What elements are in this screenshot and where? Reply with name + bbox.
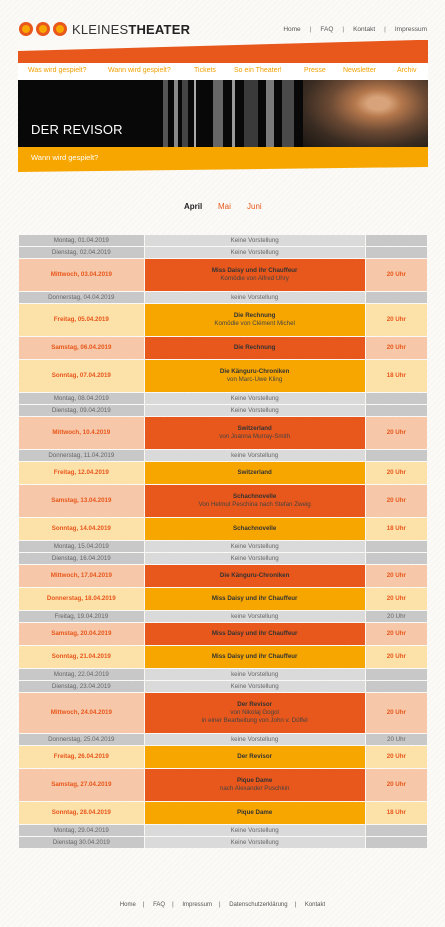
footer-impressum[interactable]: Impressum bbox=[182, 902, 212, 908]
event-subtitle: von Joanna Murray-Smith bbox=[219, 433, 291, 440]
schedule-row bbox=[19, 259, 427, 291]
event-title: keine Vorstellung bbox=[231, 451, 279, 459]
top-nav-faq[interactable]: FAQ bbox=[320, 26, 334, 33]
schedule-event bbox=[145, 734, 365, 745]
schedule-time bbox=[366, 235, 427, 246]
schedule-event bbox=[145, 553, 365, 564]
schedule-date: Mittwoch, 17.04.2019 bbox=[19, 565, 144, 587]
schedule-time bbox=[366, 669, 427, 680]
main-nav-tickets[interactable]: Tickets bbox=[194, 67, 216, 74]
schedule-event bbox=[145, 825, 365, 836]
schedule-event[interactable] bbox=[145, 769, 365, 801]
schedule-date: Samstag, 06.04.2019 bbox=[19, 337, 144, 359]
tab-juni[interactable]: Juni bbox=[247, 202, 262, 211]
schedule-event[interactable] bbox=[145, 462, 365, 484]
site-header bbox=[0, 0, 445, 40]
schedule-time: 18 Uhr bbox=[366, 360, 427, 392]
schedule-row bbox=[19, 681, 427, 692]
schedule-date: Montag, 29.04.2019 bbox=[19, 825, 144, 836]
schedule-event[interactable] bbox=[145, 360, 365, 392]
event-title: Keine Vorstellung bbox=[230, 682, 279, 690]
schedule-row bbox=[19, 462, 427, 484]
main-nav-presse[interactable]: Presse bbox=[304, 67, 326, 74]
event-subtitle: von Nikolaj Gogol bbox=[230, 709, 279, 716]
event-subtitle: Komödie von Alfred Uhry bbox=[220, 275, 289, 282]
schedule-row bbox=[19, 693, 427, 733]
event-title: Keine Vorstellung bbox=[230, 406, 279, 414]
schedule-event bbox=[145, 247, 365, 258]
event-title: Die Rechnung bbox=[233, 312, 276, 319]
schedule-time: 20 Uhr bbox=[366, 485, 427, 517]
site-logo[interactable] bbox=[19, 20, 190, 38]
schedule-row bbox=[19, 565, 427, 587]
schedule-event bbox=[145, 669, 365, 680]
event-title: Miss Daisy und ihr Chauffeur bbox=[211, 630, 298, 637]
schedule-row bbox=[19, 360, 427, 392]
schedule-date: Mittwoch, 24.04.2019 bbox=[19, 693, 144, 733]
schedule-date: Sonntag, 07.04.2019 bbox=[19, 360, 144, 392]
schedule-date: Dienstag, 23.04.2019 bbox=[19, 681, 144, 692]
schedule-row bbox=[19, 393, 427, 404]
event-title: Keine Vorstellung bbox=[230, 838, 279, 846]
month-tabs bbox=[0, 202, 445, 214]
schedule-time: 20 Uhr bbox=[366, 693, 427, 733]
schedule-date: Samstag, 13.04.2019 bbox=[19, 485, 144, 517]
section-bar-label: Wann wird gespielt? bbox=[31, 153, 99, 162]
schedule-row bbox=[19, 802, 427, 824]
schedule-row bbox=[19, 518, 427, 540]
schedule-event bbox=[145, 541, 365, 552]
schedule-time: 20 Uhr bbox=[366, 565, 427, 587]
main-nav-archiv[interactable]: Archiv bbox=[397, 67, 417, 74]
event-subtitle: nach Alexander Puschkin bbox=[219, 785, 290, 792]
event-title: Die Känguru-Chroniken bbox=[219, 368, 290, 375]
event-title: keine Vorstellung bbox=[231, 612, 279, 620]
schedule-time: 20 Uhr bbox=[366, 259, 427, 291]
schedule-time bbox=[366, 450, 427, 461]
schedule-time: 20 Uhr bbox=[366, 304, 427, 336]
schedule-date: Donnerstag, 11.04.2019 bbox=[19, 450, 144, 461]
schedule-time: 20 Uhr bbox=[366, 734, 427, 745]
main-nav-wann[interactable]: Wann wird gespielt? bbox=[108, 67, 171, 74]
schedule-row bbox=[19, 337, 427, 359]
event-title: Keine Vorstellung bbox=[230, 394, 279, 402]
schedule-time: 18 Uhr bbox=[366, 518, 427, 540]
schedule-event bbox=[145, 405, 365, 416]
schedule-time: 20 Uhr bbox=[366, 646, 427, 668]
event-title: Miss Daisy und ihr Chauffeur bbox=[211, 595, 298, 602]
schedule-row bbox=[19, 646, 427, 668]
schedule-event[interactable] bbox=[145, 304, 365, 336]
event-subtitle: Von Helmut Peschina nach Stefan Zweig bbox=[198, 501, 311, 508]
schedule-row bbox=[19, 304, 427, 336]
main-nav-theater[interactable]: So ein Theater! bbox=[234, 67, 282, 74]
tab-mai[interactable]: Mai bbox=[218, 202, 231, 211]
schedule-date: Dienstag, 09.04.2019 bbox=[19, 405, 144, 416]
hero-banner bbox=[18, 80, 428, 147]
schedule-date: Dienstag, 02.04.2019 bbox=[19, 247, 144, 258]
schedule-date: Donnerstag, 04.04.2019 bbox=[19, 292, 144, 303]
schedule-date: Dienstag, 16.04.2019 bbox=[19, 553, 144, 564]
top-nav: Home | FAQ | Kontakt | Impressum bbox=[283, 26, 427, 33]
schedule-date: Sonntag, 28.04.2019 bbox=[19, 802, 144, 824]
schedule-date: Mittwoch, 10.4.2019 bbox=[19, 417, 144, 449]
logo-circle-icon bbox=[53, 22, 67, 36]
schedule-row bbox=[19, 825, 427, 836]
schedule-row bbox=[19, 611, 427, 622]
schedule-event[interactable] bbox=[145, 417, 365, 449]
top-nav-kontakt[interactable]: Kontakt bbox=[353, 26, 376, 33]
event-title: Miss Daisy und ihr Chauffeur bbox=[211, 267, 298, 274]
schedule-event[interactable] bbox=[145, 646, 365, 668]
schedule-date: Freitag, 05.04.2019 bbox=[19, 304, 144, 336]
schedule-date: Mittwoch, 03.04.2019 bbox=[19, 259, 144, 291]
schedule-time: 20 Uhr bbox=[366, 588, 427, 610]
schedule-time bbox=[366, 247, 427, 258]
event-subtitle: von Marc-Uwe Kling bbox=[226, 376, 283, 383]
event-title: Keine Vorstellung bbox=[230, 542, 279, 550]
footer-faq[interactable]: FAQ bbox=[153, 902, 166, 908]
schedule-row bbox=[19, 247, 427, 258]
event-title: Keine Vorstellung bbox=[230, 554, 279, 562]
schedule-date: Samstag, 20.04.2019 bbox=[19, 623, 144, 645]
schedule-row bbox=[19, 485, 427, 517]
main-nav-was[interactable]: Was wird gespielt? bbox=[28, 67, 87, 74]
schedule-event[interactable] bbox=[145, 746, 365, 768]
schedule-event bbox=[145, 681, 365, 692]
event-title: Keine Vorstellung bbox=[230, 248, 279, 256]
event-title: Schachnovelle bbox=[232, 525, 277, 532]
main-nav bbox=[18, 63, 428, 81]
schedule-time bbox=[366, 825, 427, 836]
schedule-row bbox=[19, 769, 427, 801]
schedule-time: 20 Uhr bbox=[366, 623, 427, 645]
event-title: Miss Daisy und ihr Chauffeur bbox=[211, 653, 298, 660]
schedule-row bbox=[19, 837, 427, 848]
schedule-date: Montag, 08.04.2019 bbox=[19, 393, 144, 404]
event-title: Der Revisor bbox=[237, 701, 273, 708]
schedule-row bbox=[19, 623, 427, 645]
schedule-date: Donnerstag, 25.04.2019 bbox=[19, 734, 144, 745]
event-title: Pique Dame bbox=[236, 809, 273, 816]
schedule-date: Freitag, 26.04.2019 bbox=[19, 746, 144, 768]
schedule-time: 20 Uhr bbox=[366, 611, 427, 622]
schedule-date: Sonntag, 21.04.2019 bbox=[19, 646, 144, 668]
event-subtitle: Komödie von Clément Michel bbox=[214, 320, 295, 327]
tab-april[interactable]: April bbox=[184, 202, 203, 211]
logo-text: KLEINESTHEATER bbox=[72, 21, 191, 37]
footer-datenschutz[interactable]: Datenschutzerklärung bbox=[229, 902, 288, 908]
schedule-event bbox=[145, 393, 365, 404]
top-nav-home[interactable]: Home bbox=[283, 26, 301, 33]
header-accent-bar bbox=[18, 40, 428, 63]
event-title: Switzerland bbox=[237, 425, 272, 432]
schedule-time bbox=[366, 393, 427, 404]
event-title: keine Vorstellung bbox=[231, 735, 279, 743]
schedule-time: 20 Uhr bbox=[366, 462, 427, 484]
schedule-row bbox=[19, 746, 427, 768]
schedule-event[interactable] bbox=[145, 693, 365, 733]
event-title: Keine Vorstellung bbox=[230, 236, 279, 244]
schedule-event bbox=[145, 611, 365, 622]
schedule-event[interactable] bbox=[145, 518, 365, 540]
schedule-time bbox=[366, 405, 427, 416]
schedule-event[interactable] bbox=[145, 802, 365, 824]
schedule-event[interactable] bbox=[145, 623, 365, 645]
event-title: Switzerland bbox=[237, 469, 272, 476]
event-title: Pique Dame bbox=[236, 777, 273, 784]
schedule-row bbox=[19, 450, 427, 461]
schedule-table bbox=[18, 234, 428, 849]
logo-circle-icon bbox=[19, 22, 33, 36]
event-title: Die Rechnung bbox=[233, 344, 276, 351]
section-bar bbox=[18, 147, 428, 167]
schedule-event bbox=[145, 292, 365, 303]
schedule-date: Freitag, 12.04.2019 bbox=[19, 462, 144, 484]
top-nav-impressum[interactable]: Impressum bbox=[394, 26, 427, 33]
event-title: keine Vorstellung bbox=[231, 670, 279, 678]
event-title: Die Känguru-Chroniken bbox=[219, 572, 290, 579]
schedule-event[interactable] bbox=[145, 588, 365, 610]
schedule-row bbox=[19, 292, 427, 303]
schedule-time: 20 Uhr bbox=[366, 769, 427, 801]
main-nav-newsletter[interactable]: Newsletter bbox=[343, 67, 377, 74]
schedule-date: Montag, 01.04.2019 bbox=[19, 235, 144, 246]
event-title: Der Revisor bbox=[237, 753, 273, 760]
schedule-event bbox=[145, 450, 365, 461]
schedule-time: 20 Uhr bbox=[366, 746, 427, 768]
schedule-time bbox=[366, 292, 427, 303]
event-title: keine Vorstellung bbox=[231, 293, 279, 301]
schedule-time bbox=[366, 837, 427, 848]
schedule-event bbox=[145, 837, 365, 848]
footer-kontakt[interactable]: Kontakt bbox=[304, 902, 326, 908]
schedule-row bbox=[19, 541, 427, 552]
schedule-time bbox=[366, 553, 427, 564]
schedule-event bbox=[145, 235, 365, 246]
logo-circle-icon bbox=[36, 22, 50, 36]
footer-home[interactable]: Home bbox=[119, 902, 136, 908]
hero-photo bbox=[303, 80, 428, 147]
schedule-event[interactable] bbox=[145, 259, 365, 291]
event-title: Keine Vorstellung bbox=[230, 826, 279, 834]
schedule-row bbox=[19, 417, 427, 449]
schedule-event[interactable] bbox=[145, 565, 365, 587]
schedule-date: Dienstag 30.04.2019 bbox=[19, 837, 144, 848]
schedule-time bbox=[366, 681, 427, 692]
event-title: Schachnovelle bbox=[232, 493, 277, 500]
schedule-time: 20 Uhr bbox=[366, 337, 427, 359]
schedule-row bbox=[19, 405, 427, 416]
schedule-row bbox=[19, 235, 427, 246]
schedule-date: Sonntag, 14.04.2019 bbox=[19, 518, 144, 540]
site-footer: Home | FAQ | Impressum | Datenschutzerklärung | Kontakt bbox=[119, 902, 326, 908]
schedule-event[interactable] bbox=[145, 337, 365, 359]
schedule-time: 20 Uhr bbox=[366, 417, 427, 449]
schedule-date: Montag, 15.04.2019 bbox=[19, 541, 144, 552]
page-title: DER REVISOR bbox=[31, 122, 123, 137]
schedule-row bbox=[19, 734, 427, 745]
schedule-date: Samstag, 27.04.2019 bbox=[19, 769, 144, 801]
schedule-row bbox=[19, 553, 427, 564]
schedule-event[interactable] bbox=[145, 485, 365, 517]
schedule-row bbox=[19, 588, 427, 610]
schedule-date: Montag, 22.04.2019 bbox=[19, 669, 144, 680]
event-subtitle: in einer Bearbeitung von John v. Düffel bbox=[201, 717, 308, 724]
schedule-date: Freitag, 19.04.2019 bbox=[19, 611, 144, 622]
schedule-row bbox=[19, 669, 427, 680]
schedule-time: 18 Uhr bbox=[366, 802, 427, 824]
schedule-date: Donnerstag, 18.04.2019 bbox=[19, 588, 144, 610]
schedule-time bbox=[366, 541, 427, 552]
